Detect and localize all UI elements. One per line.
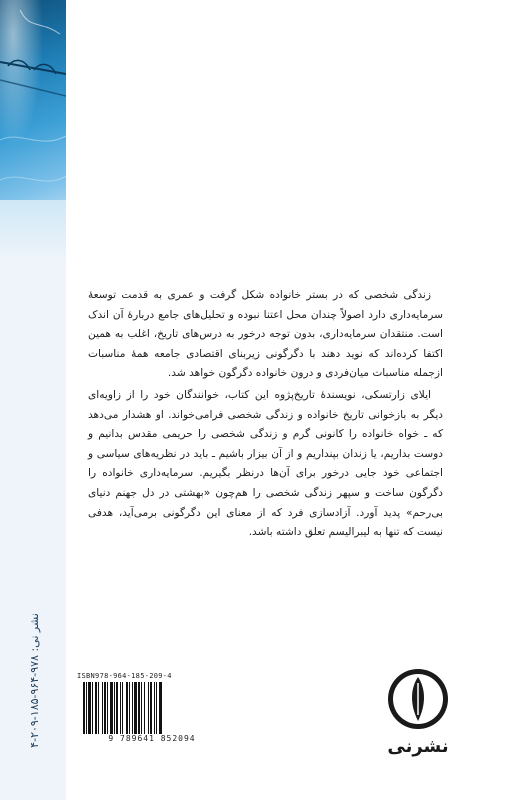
strip-photo <box>0 0 66 232</box>
blurb-paragraph-2: ایلای زارتسکی، نویسندهٔ تاریخ‌پژوه این کتاب، خوانندگان خود را از زاویه‌ای دیگر به بازخوانی تاریخ خانواده و زندگی شخصی فرامی‌خواند. او هشدار می‌دهد که ـ خواه خانواده را کانونی گرم و زندگی شخصی را حریمی مقدس بدانیم و دوست بداریم، یا زندان بپنداریم و از آن بیزار باشیم ـ باید در نظریه‌های سیاسی و اجتماعی خود جایی درخور برای آن‌ها درنظر بگیریم. سرمایه‌داری خانواده را دگرگون ساخت و سپهر زندگی شخصی را هم‌چون «بهشتی در دل جهنم دنیای بی‌رحم» پدید آورد. آزادسازی فرد که از معنای این دگرگونی برمی‌آید، هدفی نیست که تنها به لیبرالیسم تعلق داشته باشد. <box>88 388 443 539</box>
barcode-bar <box>134 682 137 734</box>
spine-text-label: نشر نی: ۹۷۸-۹۶۴-۱۸۵-۲۰۹-۴ <box>27 612 41 748</box>
barcode-bar <box>83 682 85 734</box>
isbn-label: ISBN978-964-185-209-4 <box>77 672 172 680</box>
barcode-bar <box>92 682 93 734</box>
barcode-bar <box>120 682 121 734</box>
barcode-bar <box>107 682 108 734</box>
strip-fade <box>0 200 66 260</box>
barcode-bar <box>144 682 145 734</box>
barcode-bar <box>150 682 152 734</box>
barcode-bar <box>129 682 130 734</box>
barcode-bar <box>98 682 99 734</box>
barcode-bar <box>141 682 142 734</box>
barcode-bar <box>156 682 157 734</box>
barcode-bar <box>114 682 115 734</box>
isbn-barcode <box>77 672 227 746</box>
barcode-bar <box>102 682 103 734</box>
barcode-bar <box>122 682 123 734</box>
barcode-bar <box>148 682 149 734</box>
barcode-bar <box>95 682 97 734</box>
barcode-bar <box>104 682 106 734</box>
blurb-paragraph-1: زندگی شخصی که در بستر خانواده شکل گرفت و عمری به قدمت توسعهٔ سرمایه‌داری دارد اصولاً چندان محل اعتنا نبوده و تحلیل‌های جامع دربارهٔ آن اندک است. منتقدان سرمایه‌داری، بدون توجه درخور به درس‌های تاریخ، اغلب به همین اکتفا کرده‌اند که نوید دهند با دگرگونی زیربنای اقتصادی جامعه همهٔ مناسبات ازجمله مناسبات میان‌فردی و درون خانواده دگرگون خواهد شد. <box>88 289 443 380</box>
barcode-bar <box>159 682 162 734</box>
barcode-bar <box>88 682 91 734</box>
left-strip <box>0 0 66 800</box>
strip-photo-graphic <box>0 0 66 232</box>
barcode-bar <box>154 682 155 734</box>
publisher-logo-mark <box>384 663 452 735</box>
barcode-bar <box>138 682 140 734</box>
barcode-bar <box>126 682 128 734</box>
barcode-bar <box>116 682 118 734</box>
spine-vertical-text <box>14 612 54 748</box>
back-cover-blurb <box>88 286 443 543</box>
isbn-digits: 9 789641 852094 <box>108 734 196 743</box>
barcode-bar <box>110 682 113 734</box>
barcode-bars <box>81 682 223 734</box>
publisher-name: نشرنی <box>387 736 449 757</box>
publisher-logo <box>384 663 452 763</box>
barcode-bar <box>86 682 87 734</box>
barcode-bar <box>132 682 133 734</box>
